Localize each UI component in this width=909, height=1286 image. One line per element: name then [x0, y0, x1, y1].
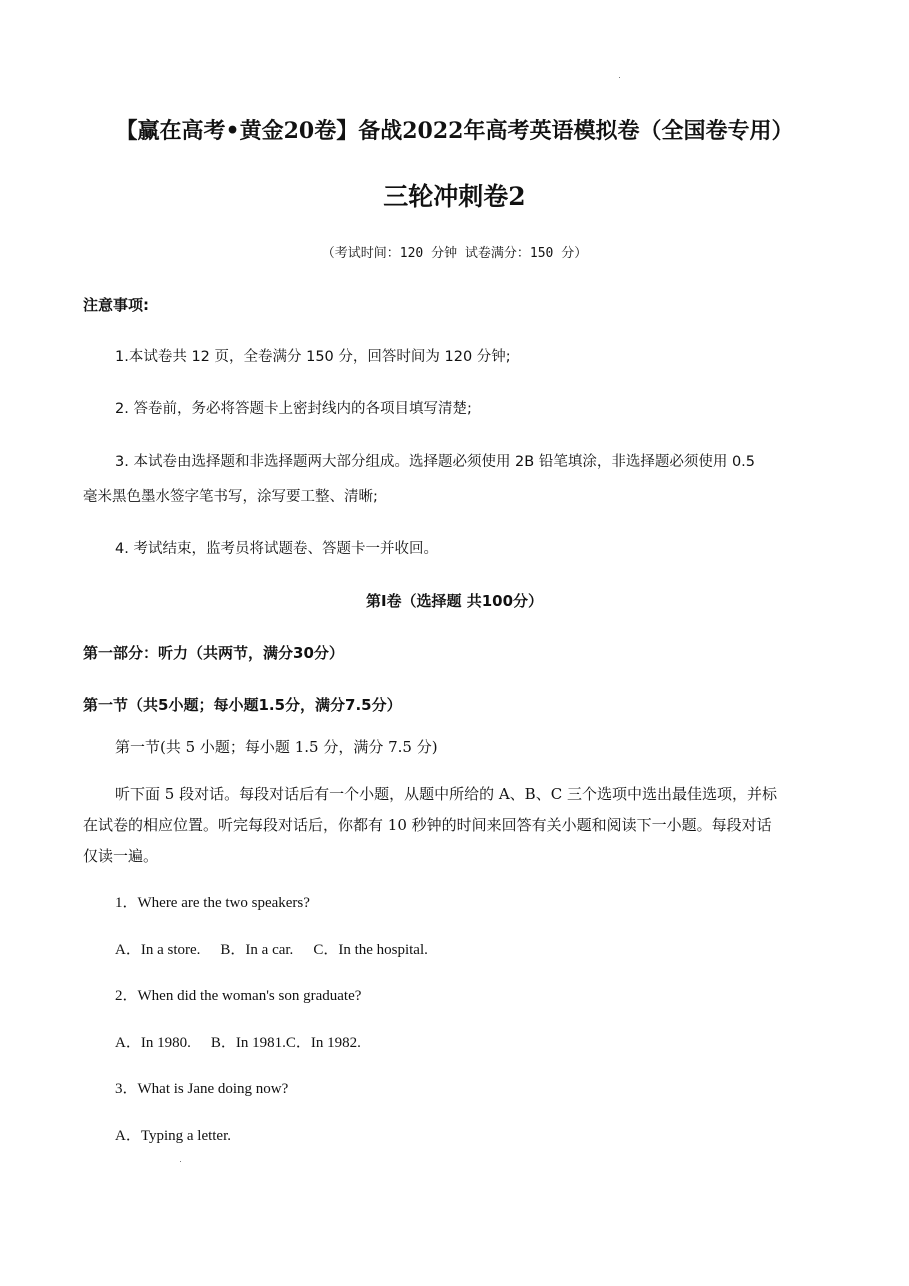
option: A．In 1980.: [115, 1035, 191, 1051]
part-title: 第一部分：听力（共两节，满分30分）: [83, 644, 344, 662]
scan-speck: [619, 77, 620, 78]
exam-meta: （考试时间：120 分钟 试卷满分：150 分）: [321, 246, 588, 261]
option: B．In 1981.C．In 1982.: [210, 1035, 361, 1051]
volume-title: 第I卷（选择题 共100分）: [365, 592, 544, 610]
notice-item: 2. 答卷前，务必将答题卡上密封线内的各项目填写清楚;: [115, 401, 472, 417]
question-stem: 2．When did the woman's son graduate?: [115, 988, 362, 1004]
notice-item: 4. 考试结束，监考员将试题卷、答题卡一并收回。: [115, 541, 438, 557]
instructions-line: 听下面 5 段对话。每段对话后有一个小题，从题中所给的 A、B、C 三个选项中选出最佳选项，并标: [115, 785, 777, 803]
question-stem: 3．What is Jane doing now?: [115, 1081, 289, 1097]
exam-subtitle: 三轮冲刺卷2: [383, 182, 526, 211]
exam-title: 【赢在高考•黄金20卷】备战2022年高考英语模拟卷（全国卷专用）: [115, 118, 794, 144]
option: A．In a store.: [115, 942, 201, 958]
notice-item: 1.本试卷共 12 页，全卷满分 150 分，回答时间为 120 分钟;: [115, 349, 511, 365]
section-title: 第一节（共5小题；每小题1.5分，满分7.5分）: [83, 696, 402, 714]
question-stem: 1．Where are the two speakers?: [115, 895, 310, 911]
instructions-line: 仅读一遍。: [83, 847, 159, 865]
notice-heading: 注意事项:: [83, 296, 149, 314]
option: A．Typing a letter.: [115, 1128, 232, 1144]
question-options: [115, 1129, 251, 1144]
scan-speck: [180, 1161, 181, 1162]
option: C．In the hospital.: [313, 942, 428, 958]
option: B．In a car.: [220, 942, 294, 958]
notice-item-continuation: 毫米黑色墨水签字笔书写，涂写要工整、清晰;: [83, 489, 378, 505]
question-options: [115, 1036, 381, 1051]
section-repeat: 第一节(共 5 小题；每小题 1.5 分，满分 7.5 分): [115, 738, 438, 756]
question-options: [115, 943, 448, 958]
instructions-line: 在试卷的相应位置。听完每段对话后，你都有 10 秒钟的时间来回答有关小题和阅读下一小题。每段对话: [83, 816, 772, 834]
notice-item: 3. 本试卷由选择题和非选择题两大部分组成。选择题必须使用 2B 铅笔填涂，非选择题必须使用 0.5: [115, 454, 756, 470]
